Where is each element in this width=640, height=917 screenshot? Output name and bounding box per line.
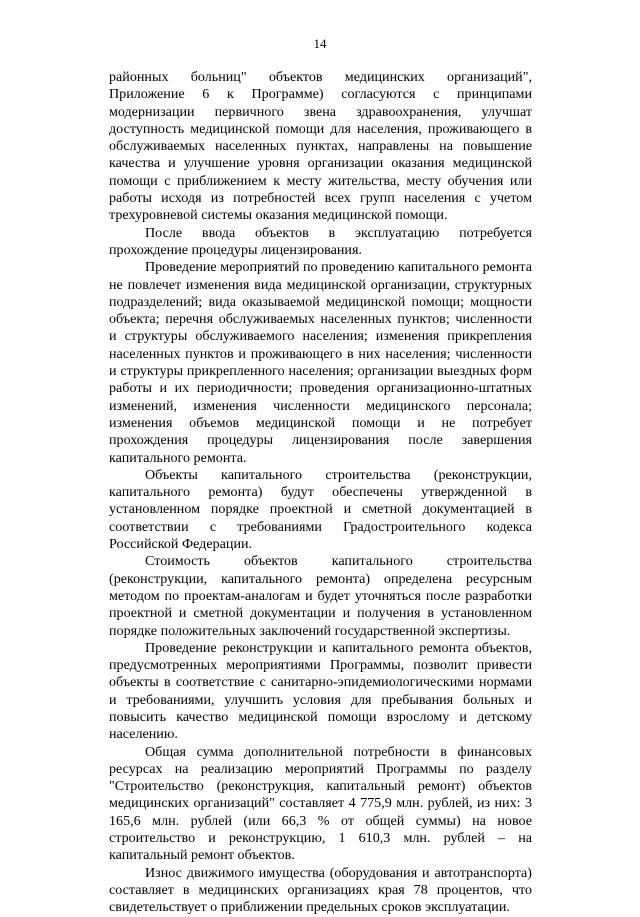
paragraph: После ввода объектов в эксплуатацию потребуется прохождение процедуры лицензирования. (109, 224, 532, 258)
paragraph: Объекты капитального строительства (реконструкции, капитального ремонта) будут обеспечены утвержденной в установленном порядке проектной и сметной документацией в соответствии с требованиями Градостроительного кодекса Российской Федерации. (109, 466, 532, 553)
page-number: 14 (313, 36, 327, 51)
paragraph: Проведение мероприятий по проведению капитального ремонта не повлечет изменения вида медицинской организации, структурных подразделений; вида оказываемой медицинской помощи; мощности объекта; перечня обслуживаемых населенных пунктов; численности и структуры обслуживаемого населения; изменения прикрепления населенных пунктов и проживающего в них населения; численности и структуры прикрепленного населения; организации выездных форм работы и их периодичности; проведения организационно-штатных изменений, изменения численности медицинского персонала; изменения объемов медицинской помощи и не потребует прохождения процедуры лицензирования после завершения капитального ремонта. (109, 259, 532, 466)
paragraph: Стоимость объектов капитального строительства (реконструкции, капитального ремонта) определена ресурсным методом по проектам-аналогам и будет уточняться после разработки проектной и сметной документации и получения в установленном порядке положительных заключений государственной экспертизы. (109, 553, 532, 639)
paragraph: Проведение реконструкции и капитального ремонта объектов, предусмотренных мероприятиями Программы, позволит привести объекты в соответствие с санитарно-эпидемиологическими нормами и требованиями, улучшить условия для пребывания больных и повысить качество медицинской помощи взрослому и детскому населению. (109, 639, 532, 743)
paragraph: Общая сумма дополнительной потребности в финансовых ресурсах на реализацию мероприятий Программы по разделу "Строительство (реконструкция, капитальный ремонт) объектов медицинских организаций" составляет 4 775,9 млн. рублей, из них: 3 165,6 млн. рублей (или 66,3 % от общей суммы) на новое строительство и реконструкцию, 1 610,3 млн. рублей – на капитальный ремонт объектов. (109, 743, 532, 864)
paragraph-continued: районных больниц" объектов медицинских организаций", Приложение 6 к Программе) согласуются с принципами модернизации первичного звена здравоохранения, улучшат доступность медицинской помощи для населения, проживающего в обслуживаемых населенных пунктах, направлены на повышение качества и улучшение уровня организации оказания медицинской помощи с приближением к месту жительства, месту обучения или работы исходя из потребностей всех групп населения с учетом трехуровневой системы оказания медицинской помощи. (109, 69, 532, 224)
document-body (109, 69, 532, 917)
paragraph: Износ движимого имущества (оборудования и автотранспорта) составляет в медицинских организациях края 78 процентов, что свидетельствует о приближении предельных сроков эксплуатации. (109, 864, 532, 916)
